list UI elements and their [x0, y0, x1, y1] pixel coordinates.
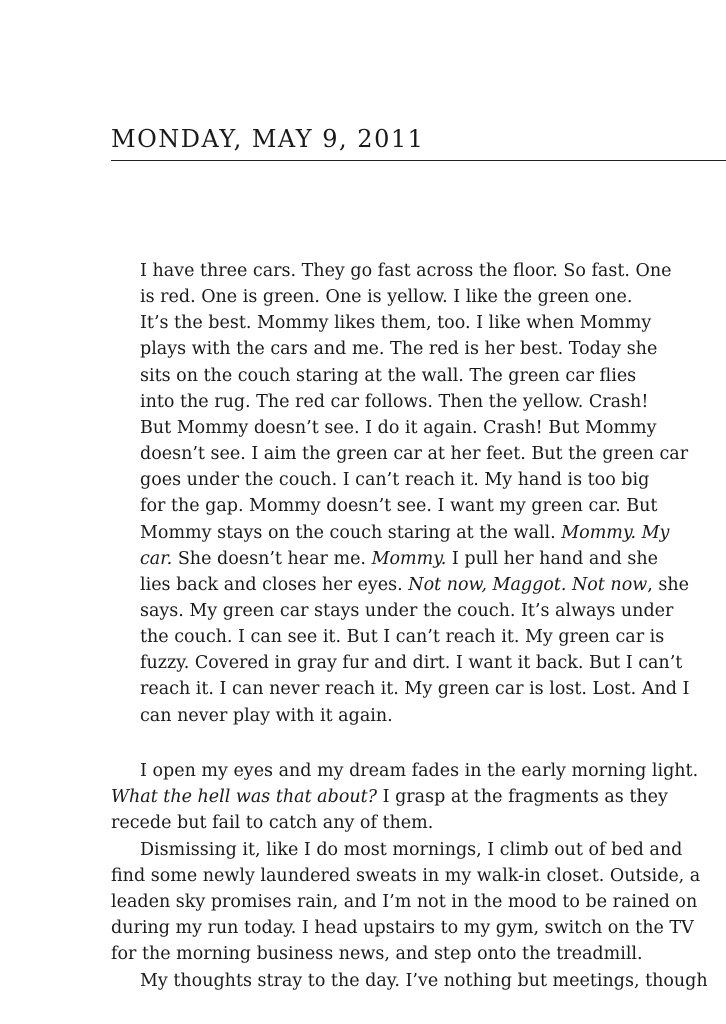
italic-text: Not now, Maggot. Not now [408, 574, 648, 595]
text-run: Mommy stays on the couch staring at the wall. [140, 522, 562, 543]
text-line [111, 915, 694, 941]
text-run: for the morning business news, and step onto the treadmill. [111, 944, 643, 965]
text-line [140, 415, 656, 441]
text-run: during my run today. I head upstairs to my gym, switch on the TV [111, 918, 694, 939]
text-line [111, 889, 698, 915]
italic-text: Mommy. My [561, 522, 670, 543]
text-line [111, 863, 701, 889]
text-line [140, 572, 689, 598]
text-run: says. My green car stays under the couch. It’s always under [140, 600, 674, 621]
text-run: the couch. I can see it. But I can’t reach it. My green car is [140, 627, 665, 648]
text-run: recede but fail to catch any of them. [111, 813, 434, 834]
text-line [140, 336, 657, 362]
text-line [140, 258, 671, 284]
chapter-heading: MONDAY, MAY 9, 2011 [111, 125, 425, 153]
text-run: I pull her hand and she [446, 548, 658, 569]
text-line [111, 784, 668, 810]
text-line [140, 441, 688, 467]
text-run: But Mommy doesn’t see. I do it again. Crash! But Mommy [140, 417, 657, 438]
text-line [140, 520, 669, 546]
text-run: She doesn’t hear me. [172, 548, 372, 569]
text-run: My thoughts stray to the day. I’ve nothing but meetings, though [140, 970, 708, 991]
text-line [111, 810, 433, 836]
text-run: I open my eyes and my dream fades in the early morning light. [140, 761, 699, 781]
text-run: leaden sky promises rain, and I’m not in the mood to be rained on [111, 892, 698, 912]
text-line [140, 968, 708, 994]
text-run: I have three cars. They go fast across the floor. So fast. One [140, 261, 672, 281]
text-line [140, 493, 657, 519]
text-line [140, 284, 632, 310]
text-run: is red. One is green. One is yellow. I like the green one. [140, 287, 633, 308]
text-line [140, 703, 393, 729]
text-line [140, 363, 636, 389]
italic-text: What the hell was that about? [111, 787, 378, 808]
text-line [140, 676, 689, 702]
text-run: I grasp at the fragments as they [377, 787, 668, 808]
text-run: for the gap. Mommy doesn’t see. I want my green car. But [140, 496, 658, 517]
text-line [140, 310, 651, 336]
text-run: It’s the best. Mommy likes them, too. I like when Mommy [140, 313, 652, 334]
text-run: can never play with it again. [140, 705, 393, 726]
text-run: goes under the couch. I can’t reach it. My hand is too big [140, 470, 650, 491]
text-line [140, 758, 699, 784]
text-line [111, 941, 643, 967]
text-run: find some newly laundered sweats in my walk-in closet. Outside, a [111, 865, 701, 886]
heading-rule [111, 160, 726, 161]
text-run: doesn’t see. I aim the green car at her feet. But the green car [140, 444, 689, 465]
italic-text: car. [140, 548, 173, 569]
text-line [140, 624, 664, 650]
text-run: plays with the cars and me. The red is her best. Today she [140, 339, 658, 360]
text-run: lies back and closes her eyes. [140, 574, 409, 595]
text-line [140, 546, 658, 572]
text-run: into the rug. The red car follows. Then the yellow. Crash! [140, 391, 649, 412]
italic-text: Mommy. [371, 548, 447, 569]
text-run: fuzzy. Covered in gray fur and dirt. I want it back. But I can’t [140, 653, 683, 674]
text-line [140, 467, 649, 493]
text-run: , she [647, 574, 689, 595]
text-run: Dismissing it, like I do most mornings, I climb out of bed and [140, 839, 683, 860]
text-run: sits on the couch staring at the wall. The green car flies [140, 365, 637, 386]
text-run: reach it. I can never reach it. My green car is lost. Lost. And I [140, 679, 690, 700]
text-line [140, 650, 682, 676]
text-line [140, 598, 673, 624]
text-line [140, 389, 648, 415]
text-line [140, 837, 683, 863]
